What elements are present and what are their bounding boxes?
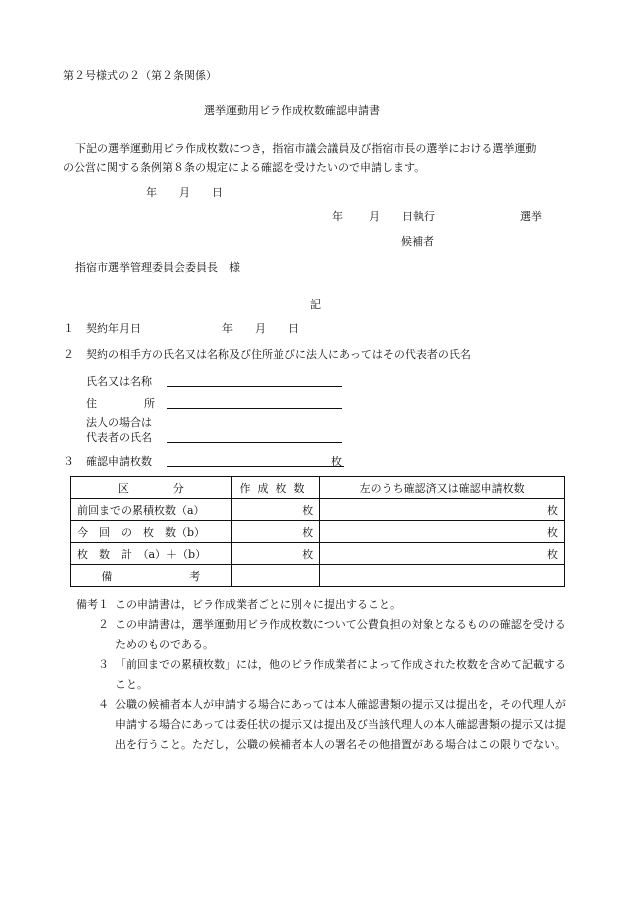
- election-month: 月: [369, 210, 380, 223]
- corp-rep-label-2: 代表者の氏名: [86, 431, 152, 444]
- intro-line-2: の公営に関する条例第８条の規定による確認を受けたいので申請します。: [63, 161, 426, 174]
- item2-number: ２: [63, 348, 74, 361]
- contract-date: 年 月 日: [222, 322, 299, 335]
- address-field-label-1: 住: [86, 397, 97, 410]
- row-label: 前回までの累積枚数（a）: [71, 499, 232, 521]
- confirmed-count-cell[interactable]: 枚: [320, 499, 565, 521]
- table-row: [71, 499, 565, 521]
- corp-rep-field-line[interactable]: [167, 442, 342, 443]
- row-label: 今 回 の 枚 数（b）: [71, 521, 232, 543]
- application-date: 年 月 日: [146, 186, 223, 199]
- note-text: 公職の候補者本人が申請する場合にあっては本人確認書類の提示又は提出を，その代理人が申請する場合にあっては委任状の提示又は提出及び当該代理人の本人確認書類の提示又は提出を行うこと。ただし，公職の候補者本人の署名その他措置がある場合はこの限りでない。: [115, 698, 566, 751]
- remarks-label: 備 考: [71, 565, 232, 587]
- form-number: 第２号様式の２（第２条関係）: [63, 69, 217, 82]
- count-table: [70, 476, 565, 587]
- row-label: 枚 数 計 （a）＋（b）: [71, 543, 232, 565]
- created-count-cell[interactable]: 枚: [231, 543, 320, 565]
- name-field-label: 氏名又は名称: [86, 375, 152, 388]
- item1-label: 契約年月日: [86, 322, 141, 335]
- candidate-label: 候補者: [401, 235, 434, 248]
- note-item: [73, 655, 573, 695]
- document-title: 選挙運動用ビラ作成枚数確認申請書: [204, 104, 380, 117]
- intro-line-1: 下記の選挙運動用ビラ作成枚数につき，指宿市議会議員及び指宿市長の選挙における選挙運動: [75, 142, 537, 155]
- requested-count-line[interactable]: [167, 466, 344, 467]
- name-field-line[interactable]: [167, 386, 342, 387]
- table-row: [71, 521, 565, 543]
- confirmed-count-cell[interactable]: 枚: [320, 543, 565, 565]
- note-number: ２: [98, 618, 109, 631]
- election-year: 年: [332, 210, 343, 223]
- table-row: [71, 565, 565, 587]
- item1-number: １: [63, 322, 74, 335]
- item3-number: ３: [63, 455, 74, 468]
- created-count-cell[interactable]: 枚: [231, 521, 320, 543]
- election-day: 日執行: [402, 210, 435, 223]
- confirmed-count-cell[interactable]: 枚: [320, 521, 565, 543]
- addressee: 指宿市選挙管理委員会委員長 様: [75, 261, 240, 274]
- address-field-line[interactable]: [167, 408, 342, 409]
- note-number: ３: [98, 658, 109, 671]
- header-category: 区 分: [71, 477, 232, 499]
- remarks-notes: [73, 595, 573, 755]
- remarks-cell-3[interactable]: [320, 565, 565, 587]
- address-field-label-2: 所: [144, 397, 155, 410]
- remarks-cell-2[interactable]: [231, 565, 320, 587]
- ki-heading: 記: [310, 298, 321, 311]
- header-confirmed-count: 左のうち確認済又は確認申請枚数: [320, 477, 565, 499]
- header-created-count: 作成枚数: [231, 477, 320, 499]
- note-item: [73, 695, 573, 755]
- note-item: [73, 615, 573, 655]
- note-number: ４: [98, 698, 109, 711]
- item2-label: 契約の相手方の氏名又は名称及び住所並びに法人にあってはその代表者の氏名: [86, 348, 471, 361]
- note-text: この申請書は，選挙運動用ビラ作成枚数について公費負担の対象となるものの確認を受けるためのものである。: [115, 618, 566, 651]
- requested-count-unit: 枚: [331, 455, 342, 468]
- note-text: この申請書は，ビラ作成業者ごとに別々に提出すること。: [115, 598, 401, 611]
- table-header-row: [71, 477, 565, 499]
- created-count-cell[interactable]: 枚: [231, 499, 320, 521]
- note-text: 「前回までの累積枚数」には，他のビラ作成業者によって作成された枚数を含めて記載すること。: [115, 658, 566, 691]
- table-row: [71, 543, 565, 565]
- note-item: [73, 595, 573, 615]
- corp-rep-label-1: 法人の場合は: [86, 416, 152, 429]
- note-number: 備考１: [76, 598, 109, 611]
- item3-label: 確認申請枚数: [86, 455, 152, 468]
- election-label: 選挙: [520, 210, 542, 223]
